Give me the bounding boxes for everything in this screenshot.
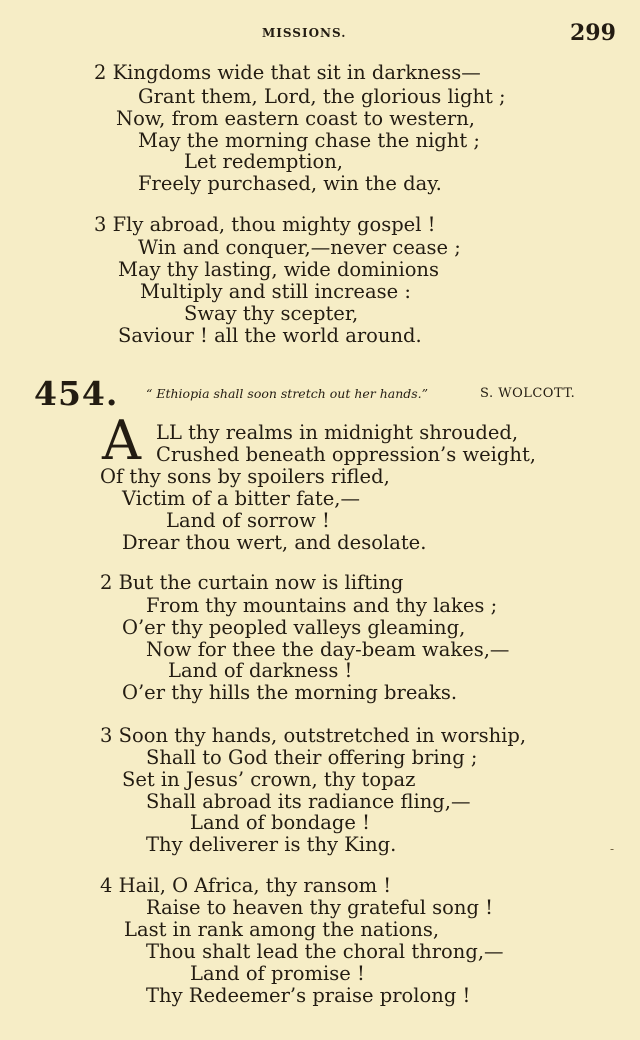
verse-line: Land of sorrow ! [166, 509, 330, 532]
verse-line: 2 But the curtain now is lifting [100, 571, 404, 594]
verse-line: O’er thy hills the morning breaks. [122, 681, 458, 704]
verse-line: Thou shalt lead the choral throng,— [146, 940, 504, 963]
verse-line: Shall abroad its radiance fling,— [146, 790, 471, 813]
verse-line: Thy Redeemer’s praise prolong ! [146, 984, 471, 1007]
verse-line: 2 Kingdoms wide that sit in darkness— [94, 61, 481, 84]
verse-line: Land of darkness ! [168, 659, 353, 682]
ink-speck: ‐ [610, 842, 615, 856]
verse-line: Saviour ! all the world around. [118, 324, 422, 347]
verse-line: Now for thee the day-beam wakes,— [146, 638, 510, 661]
verse-line: Sway thy scepter, [184, 302, 359, 325]
page-number: 299 [570, 20, 616, 46]
verse-line: Now, from eastern coast to western, [116, 107, 475, 130]
verse-line: LL thy realms in midnight shrouded, [156, 421, 519, 444]
verse-line: From thy mountains and thy lakes ; [146, 594, 498, 617]
epigraph: “ Ethiopia shall soon stretch out her hands.” [146, 386, 429, 401]
verse-line: Crushed beneath oppression’s weight, [156, 443, 536, 466]
verse-line: 3 Fly abroad, thou mighty gospel ! [94, 213, 436, 236]
verse-line: Shall to God their offering bring ; [146, 746, 478, 769]
verse-line: Of thy sons by spoilers rifled, [100, 465, 390, 488]
verse-line: Last in rank among the nations, [124, 918, 440, 941]
verse-line: May thy lasting, wide dominions [118, 258, 439, 281]
drop-cap: A [102, 409, 141, 472]
verse-line: 4 Hail, O Africa, thy ransom ! [100, 874, 392, 897]
verse-line: 3 Soon thy hands, outstretched in worship, [100, 724, 527, 747]
verse-line: Land of bondage ! [190, 811, 370, 834]
verse-line: Drear thou wert, and desolate. [122, 531, 427, 554]
verse-line: O’er thy peopled valleys gleaming, [122, 616, 466, 639]
verse-line: Land of promise ! [190, 962, 365, 985]
verse-line: Raise to heaven thy grateful song ! [146, 896, 494, 919]
running-head: MISSIONS. [262, 26, 347, 40]
author: S. WOLCOTT. [480, 386, 576, 401]
verse-line: Multiply and still increase : [140, 280, 411, 303]
hymn-number: 454. [34, 374, 119, 413]
verse-line: Win and conquer,—never cease ; [138, 236, 461, 259]
verse-line: Freely purchased, win the day. [138, 172, 442, 195]
verse-line: Grant them, Lord, the glorious light ; [138, 85, 506, 108]
verse-line: Thy deliverer is thy King. [146, 833, 397, 856]
verse-line: Let redemption, [184, 150, 343, 173]
verse-line: Set in Jesus’ crown, thy topaz [122, 768, 416, 791]
verse-line: Victim of a bitter fate,— [122, 487, 361, 510]
verse-line: May the morning chase the night ; [138, 129, 480, 152]
